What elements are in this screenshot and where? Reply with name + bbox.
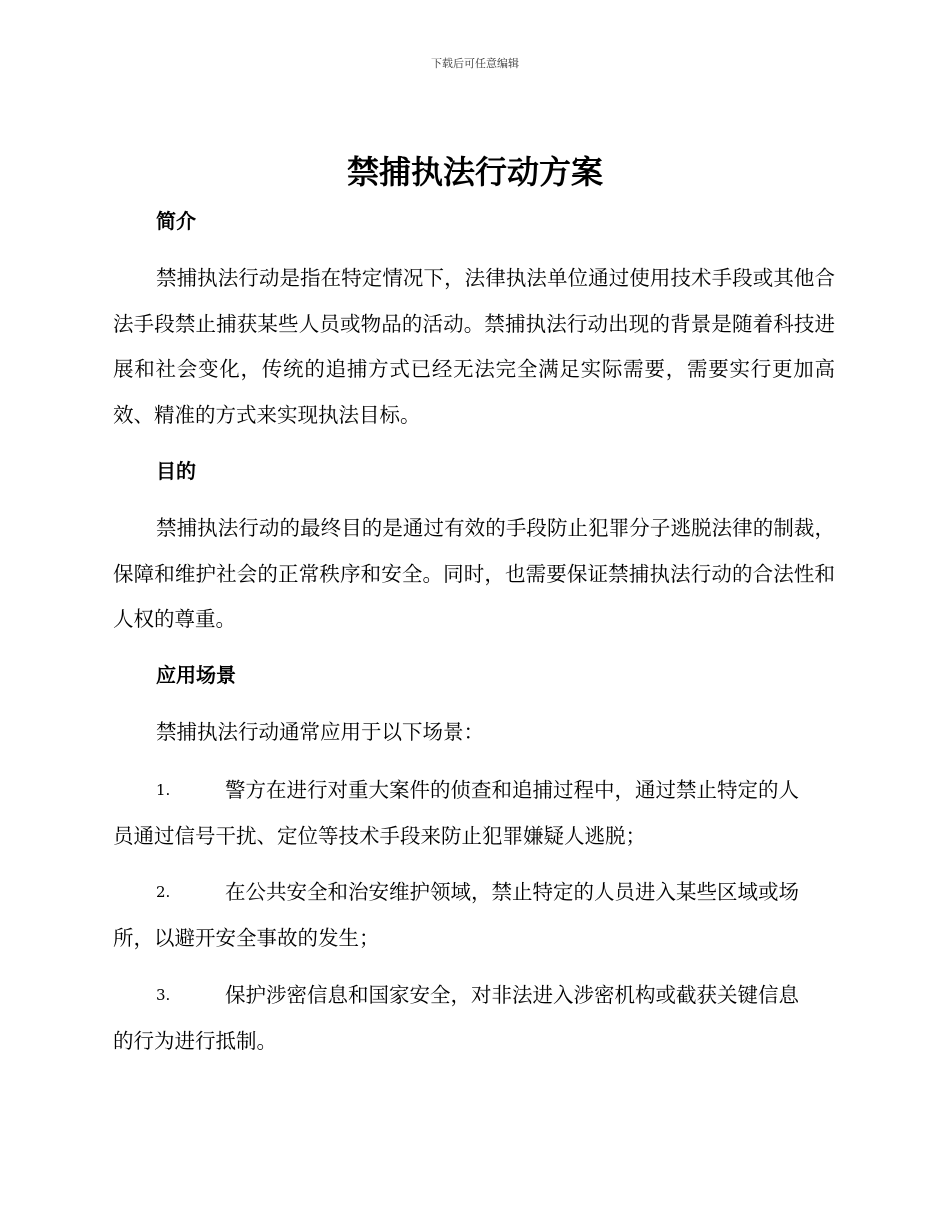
list-item-text-continued: 所，以避开安全事故的发生；: [113, 925, 380, 950]
header-note: 下载后可任意编辑: [431, 57, 519, 70]
list-item: [113, 973, 835, 1064]
section-heading-purpose: 目的: [156, 459, 196, 483]
list-item-number: 2.: [156, 883, 171, 901]
list-item-text-continued: 员通过信号干扰、定位等技术手段来防止犯罪嫌疑人逃脱；: [113, 823, 646, 848]
list-item-number: 3.: [156, 986, 171, 1004]
section-heading-intro: 简介: [156, 209, 196, 233]
list-item: [113, 870, 835, 961]
list-item-text: 保护涉密信息和国家安全，对非法进入涉密机构或截获关键信息: [225, 983, 799, 1007]
scenarios-intro: 禁捕执法行动通常应用于以下场景：: [156, 720, 484, 744]
list-item-number: 1.: [156, 781, 171, 799]
list-item-text-continued: 的行为进行抵制。: [113, 1028, 277, 1053]
list-item-text: 警方在进行对重大案件的侦查和追捕过程中，通过禁止特定的人: [225, 778, 799, 802]
section-paragraph-purpose: 禁捕执法行动的最终目的是通过有效的手段防止犯罪分子逃脱法律的制裁，保障和维护社会的正常秩序和安全。同时，也需要保证禁捕执法行动的合法性和人权的尊重。: [113, 516, 835, 631]
page-title: 禁捕执法行动方案: [346, 153, 603, 191]
list-item-text: 在公共安全和治安维护领域，禁止特定的人员进入某些区域或场: [225, 880, 799, 904]
section-heading-scenarios: 应用场景: [156, 663, 236, 687]
section-paragraph-intro: 禁捕执法行动是指在特定情况下，法律执法单位通过使用技术手段或其他合法手段禁止捕获某些人员或物品的活动。禁捕执法行动出现的背景是随着科技进展和社会变化，传统的追捕方式已经无法完全满足实际需要，需要实行更加高效、精准的方式来实现执法目标。: [113, 266, 835, 427]
list-item: [113, 768, 835, 859]
